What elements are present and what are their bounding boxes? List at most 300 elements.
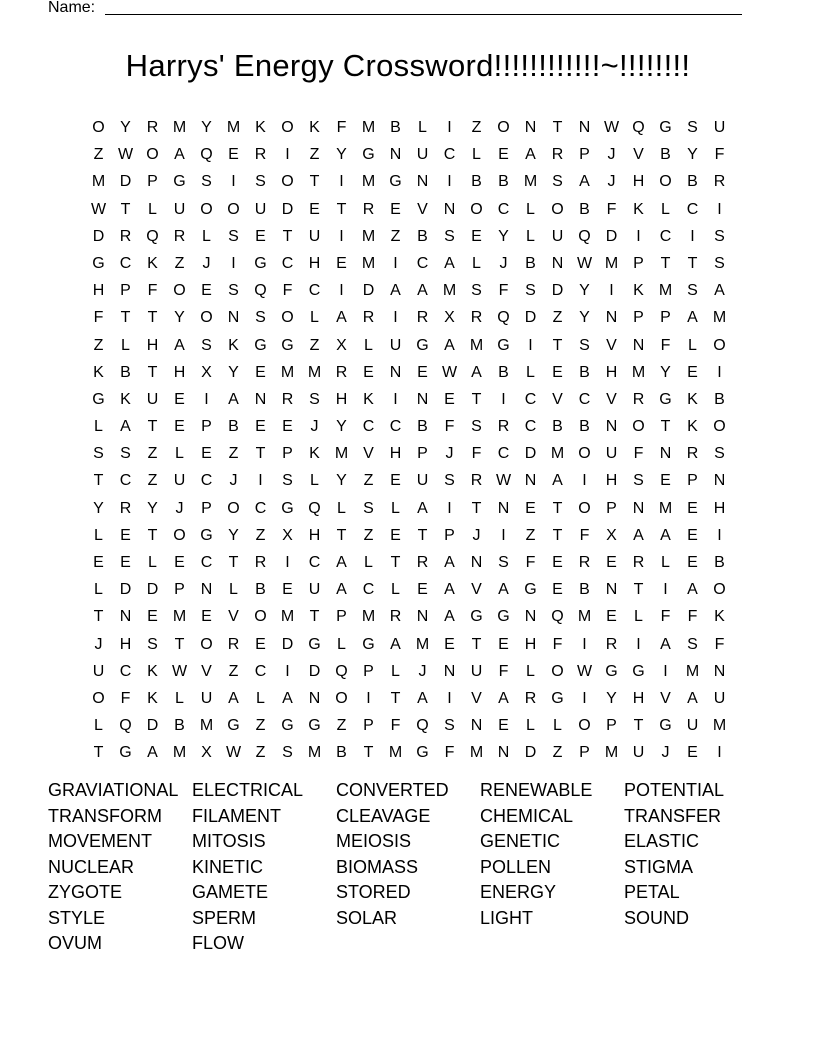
grid-letter: A <box>174 146 185 164</box>
grid-letter: E <box>336 254 347 272</box>
grid-letter: S <box>282 472 293 490</box>
grid-letter: A <box>444 608 455 626</box>
grid-letter: E <box>201 282 212 300</box>
grid-letter: G <box>659 119 672 136</box>
grid-letter: R <box>470 309 483 327</box>
grid-letter: E <box>255 418 266 436</box>
grid-letter: G <box>659 390 672 408</box>
grid-letter: F <box>606 200 617 218</box>
grid-letter: M <box>442 282 457 300</box>
grid-letter: Z <box>390 227 401 245</box>
grid-letter: G <box>389 173 402 191</box>
grid-letter: I <box>393 309 398 327</box>
grid-letter: E <box>498 146 509 164</box>
grid-letter: D <box>119 581 132 599</box>
grid-letter: I <box>717 363 722 381</box>
grid-letter: I <box>528 336 533 354</box>
grid-letter: N <box>713 662 726 680</box>
grid-letter: R <box>632 554 645 571</box>
grid-row <box>85 332 733 359</box>
grid-letter: Z <box>363 526 374 544</box>
grid-letter: B <box>255 581 266 599</box>
grid-letter: N <box>416 608 429 626</box>
grid-letter: A <box>336 309 347 327</box>
grid-letter: F <box>498 662 509 680</box>
grid-letter: Y <box>498 227 509 245</box>
grid-letter: N <box>578 119 591 136</box>
grid-letter: B <box>498 363 509 381</box>
grid-letter: R <box>146 119 159 136</box>
grid-letter: A <box>687 581 698 599</box>
grid-letter: D <box>524 309 537 327</box>
grid-letter: M <box>280 608 295 626</box>
page-title: Harrys' Energy Crossword!!!!!!!!!!!!~!!!!!!!! <box>125 48 691 83</box>
grid-row <box>85 277 733 304</box>
grid-letter: Q <box>632 119 645 136</box>
grid-letter: E <box>687 526 698 544</box>
grid-letter: O <box>659 173 672 191</box>
grid-letter: R <box>227 635 240 653</box>
grid-letter: N <box>416 390 429 408</box>
grid-letter: M <box>361 227 376 245</box>
grid-letter: R <box>713 173 726 191</box>
grid-letter: E <box>282 418 293 436</box>
grid-letter: N <box>389 363 402 381</box>
word-bank-item: CLEAVAGE <box>336 805 431 826</box>
grid-letter: L <box>310 472 319 490</box>
grid-letter: B <box>579 418 590 436</box>
grid-letter: U <box>389 336 402 354</box>
grid-row <box>85 440 733 467</box>
grid-letter: G <box>416 744 429 762</box>
grid-letter: Y <box>579 282 590 300</box>
grid-letter: A <box>120 418 131 436</box>
grid-letter: N <box>443 200 456 218</box>
grid-letter: T <box>552 499 563 517</box>
grid-letter: O <box>281 309 294 327</box>
grid-letter: S <box>120 445 131 463</box>
grid-letter: O <box>713 418 726 436</box>
grid-letter: I <box>690 227 695 245</box>
grid-letter: G <box>308 635 321 653</box>
grid-letter: L <box>391 662 400 680</box>
grid-letter: A <box>336 554 347 571</box>
grid-letter: A <box>174 336 185 354</box>
grid-letter: M <box>199 717 214 735</box>
grid-letter: A <box>147 744 158 762</box>
grid-letter: K <box>687 390 698 408</box>
grid-letter: Y <box>660 363 671 381</box>
grid-letter: T <box>93 608 104 626</box>
grid-letter: P <box>633 309 644 327</box>
grid-letter: G <box>308 717 321 735</box>
grid-letter: L <box>94 581 103 599</box>
grid-row <box>85 223 733 250</box>
grid-letter: C <box>281 254 294 272</box>
grid-letter: R <box>254 554 267 571</box>
grid-letter: S <box>687 119 698 136</box>
grid-letter: L <box>661 200 670 218</box>
grid-letter: Z <box>147 472 158 490</box>
grid-letter: O <box>578 445 591 463</box>
grid-letter: M <box>172 608 187 626</box>
grid-letter: K <box>363 390 374 408</box>
grid-letter: C <box>362 418 375 436</box>
grid-letter: K <box>633 282 644 300</box>
grid-letter: N <box>605 418 618 436</box>
grid-letter: D <box>92 227 105 245</box>
grid-letter: Y <box>93 499 104 517</box>
grid-letter: R <box>416 309 429 327</box>
grid-letter: H <box>605 472 618 490</box>
grid-letter: F <box>120 689 131 707</box>
grid-letter: O <box>227 200 240 218</box>
grid-letter: H <box>308 254 321 272</box>
grid-letter: T <box>363 744 374 762</box>
grid-letter: T <box>471 499 482 517</box>
grid-letter: E <box>174 554 185 571</box>
grid-letter: C <box>659 227 672 245</box>
grid-letter: G <box>362 146 375 164</box>
grid-letter: J <box>445 445 454 463</box>
grid-letter: I <box>582 635 587 653</box>
grid-letter: M <box>577 608 592 626</box>
grid-letter: C <box>308 554 321 571</box>
grid-letter: O <box>200 309 213 327</box>
grid-letter: B <box>120 363 131 381</box>
grid-letter: P <box>336 608 347 626</box>
grid-letter: O <box>578 499 591 517</box>
grid-letter: Y <box>201 119 212 136</box>
grid-letter: P <box>687 472 698 490</box>
grid-letter: I <box>393 254 398 272</box>
grid-letter: T <box>228 554 239 571</box>
grid-letter: C <box>389 418 402 436</box>
grid-letter: X <box>444 309 455 327</box>
grid-letter: R <box>362 200 375 218</box>
grid-letter: L <box>148 200 157 218</box>
grid-letter: N <box>659 445 672 463</box>
grid-letter: P <box>444 526 455 544</box>
grid-letter: Q <box>551 608 564 626</box>
grid-letter: T <box>687 254 698 272</box>
grid-letter: Z <box>309 336 320 354</box>
grid-letter: W <box>441 363 458 381</box>
grid-letter: C <box>497 445 510 463</box>
grid-letter: R <box>119 227 132 245</box>
grid-letter: K <box>147 689 158 707</box>
grid-letter: H <box>146 336 159 354</box>
grid-letter: I <box>393 390 398 408</box>
grid-letter: I <box>447 173 452 191</box>
grid-letter: S <box>633 472 644 490</box>
grid-letter: N <box>254 390 267 408</box>
grid-letter: L <box>94 717 103 735</box>
grid-letter: S <box>363 499 374 517</box>
grid-letter: T <box>120 309 131 327</box>
grid-letter: K <box>633 200 644 218</box>
grid-letter: I <box>285 662 290 680</box>
grid-letter: T <box>93 744 104 762</box>
grid-letter: G <box>362 635 375 653</box>
grid-letter: A <box>633 526 644 544</box>
grid-letter: G <box>632 662 645 680</box>
grid-letter: Z <box>255 717 266 735</box>
grid-letter: L <box>94 526 103 544</box>
grid-row <box>85 386 733 413</box>
word-bank <box>48 778 768 957</box>
grid-letter: B <box>687 173 698 191</box>
grid-letter: C <box>686 200 699 218</box>
grid-letter: A <box>228 390 239 408</box>
grid-letter: U <box>686 717 699 735</box>
grid-letter: O <box>713 336 726 354</box>
grid-letter: R <box>686 445 699 463</box>
grid-letter: H <box>524 635 537 653</box>
grid-letter: L <box>526 200 535 218</box>
grid-letter: I <box>447 119 452 136</box>
grid-letter: G <box>497 336 510 354</box>
word-bank-item: SOUND <box>624 907 690 928</box>
grid-letter: S <box>714 445 725 463</box>
grid-letter: F <box>552 635 563 653</box>
grid-letter: N <box>551 254 564 272</box>
grid-letter: S <box>444 227 455 245</box>
grid-row <box>85 576 733 603</box>
grid-letter: N <box>632 336 645 354</box>
grid-letter: I <box>582 689 587 707</box>
grid-letter: Y <box>228 526 239 544</box>
grid-letter: R <box>551 146 564 164</box>
grid-letter: F <box>282 282 293 300</box>
grid-letter: M <box>658 499 673 517</box>
grid-letter: C <box>200 472 213 490</box>
grid-letter: F <box>579 526 590 544</box>
grid-letter: T <box>552 336 563 354</box>
grid-letter: E <box>687 744 698 762</box>
grid-letter: F <box>660 608 671 626</box>
grid-letter: K <box>120 390 131 408</box>
grid-letter: S <box>93 445 104 463</box>
word-bank-item: ZYGOTE <box>48 882 123 902</box>
grid-letter: Q <box>335 662 348 680</box>
name-underline[interactable] <box>105 14 742 15</box>
grid-letter: P <box>363 717 374 735</box>
grid-letter: E <box>309 200 320 218</box>
grid-letter: E <box>147 608 158 626</box>
grid-row <box>85 495 733 522</box>
grid-letter: H <box>389 445 402 463</box>
grid-letter: Z <box>228 662 239 680</box>
grid-letter: M <box>91 173 106 191</box>
grid-letter: V <box>417 200 428 218</box>
grid-letter: T <box>282 227 293 245</box>
grid-letter: C <box>578 390 591 408</box>
grid-letter: Y <box>120 119 131 136</box>
grid-letter: P <box>660 309 671 327</box>
grid-letter: A <box>417 689 428 707</box>
grid-letter: Q <box>200 146 213 164</box>
grid-letter: B <box>174 717 185 735</box>
grid-letter: E <box>120 554 131 571</box>
grid-letter: B <box>714 554 725 571</box>
grid-letter: P <box>282 445 293 463</box>
grid-letter: L <box>364 336 373 354</box>
grid-letter: V <box>660 689 671 707</box>
grid-letter: I <box>447 689 452 707</box>
word-bank-item: LIGHT <box>480 907 534 928</box>
grid-row <box>85 658 733 685</box>
grid-letter: K <box>309 445 320 463</box>
grid-letter: R <box>497 418 510 436</box>
grid-letter: J <box>472 526 481 544</box>
grid-letter: P <box>579 744 590 762</box>
grid-letter: L <box>121 336 130 354</box>
word-bank-item: GENETIC <box>480 831 561 851</box>
grid-letter: A <box>471 363 482 381</box>
grid-letter: F <box>471 445 482 463</box>
grid-letter: I <box>609 282 614 300</box>
grid-letter: N <box>416 173 429 191</box>
word-bank-item: MOVEMENT <box>48 831 153 851</box>
grid-letter: I <box>204 390 209 408</box>
grid-letter: D <box>524 744 537 762</box>
grid-letter: L <box>94 418 103 436</box>
grid-letter: O <box>470 200 483 218</box>
grid-letter: A <box>282 689 293 707</box>
grid-letter: J <box>310 418 319 436</box>
grid-letter: X <box>201 744 212 762</box>
grid-letter: O <box>92 689 105 707</box>
grid-letter: D <box>119 173 132 191</box>
grid-letter: E <box>282 581 293 599</box>
grid-letter: D <box>281 200 294 218</box>
grid-letter: L <box>418 119 427 136</box>
grid-row <box>85 304 733 331</box>
grid-letter: I <box>663 581 668 599</box>
word-bank-item: TRANSFER <box>624 805 722 826</box>
grid-letter: I <box>258 472 263 490</box>
grid-letter: S <box>714 227 725 245</box>
grid-letter: I <box>663 662 668 680</box>
grid-letter: T <box>93 472 104 490</box>
grid-letter: O <box>227 499 240 517</box>
grid-letter: K <box>255 119 266 136</box>
grid-letter: X <box>282 526 293 544</box>
grid-letter: X <box>606 526 617 544</box>
grid-letter: Z <box>93 146 104 164</box>
grid-letter: A <box>336 581 347 599</box>
grid-letter: E <box>552 554 563 571</box>
grid-letter: M <box>361 173 376 191</box>
grid-letter: T <box>147 309 158 327</box>
grid-letter: M <box>712 309 727 327</box>
grid-letter: A <box>444 254 455 272</box>
word-bank-item: MEIOSIS <box>336 831 412 851</box>
grid-letter: L <box>634 608 643 626</box>
grid-letter: S <box>525 282 536 300</box>
grid-row <box>85 168 733 195</box>
grid-letter: M <box>280 363 295 381</box>
grid-letter: R <box>578 554 591 571</box>
grid-letter: T <box>390 554 401 571</box>
grid-letter: A <box>687 309 698 327</box>
grid-letter: R <box>632 390 645 408</box>
grid-letter: M <box>658 282 673 300</box>
grid-letter: H <box>713 499 726 517</box>
grid-letter: P <box>147 173 158 191</box>
grid-letter: S <box>444 472 455 490</box>
grid-letter: H <box>335 390 348 408</box>
grid-letter: N <box>497 744 510 762</box>
grid-letter: Z <box>525 526 536 544</box>
word-bank-item: SPERM <box>192 907 257 928</box>
grid-letter: H <box>308 526 321 544</box>
grid-letter: E <box>552 363 563 381</box>
grid-letter: B <box>228 418 239 436</box>
grid-letter: W <box>576 254 593 272</box>
grid-letter: Z <box>552 309 563 327</box>
grid-letter: F <box>687 608 698 626</box>
grid-letter: A <box>444 581 455 599</box>
grid-letter: A <box>417 499 428 517</box>
grid-letter: C <box>524 418 537 436</box>
grid-letter: N <box>605 309 618 327</box>
grid-letter: A <box>714 282 725 300</box>
grid-letter: I <box>339 282 344 300</box>
grid-row <box>85 196 733 223</box>
grid-letter: B <box>525 254 536 272</box>
grid-letter: E <box>390 200 401 218</box>
grid-letter: E <box>552 581 563 599</box>
grid-letter: R <box>605 635 618 653</box>
grid-letter: L <box>391 499 400 517</box>
grid-letter: O <box>632 418 645 436</box>
grid-letter: U <box>713 119 726 136</box>
grid-letter: D <box>281 635 294 653</box>
grid-letter: G <box>254 254 267 272</box>
grid-letter: A <box>390 282 401 300</box>
grid-letter: P <box>174 581 185 599</box>
grid-letter: S <box>687 635 698 653</box>
grid-letter: O <box>173 526 186 544</box>
grid-letter: P <box>201 418 212 436</box>
grid-letter: C <box>443 146 456 164</box>
grid-letter: I <box>339 227 344 245</box>
grid-letter: Y <box>228 363 239 381</box>
grid-letter: S <box>201 336 212 354</box>
grid-letter: B <box>660 146 671 164</box>
grid-letter: G <box>254 336 267 354</box>
grid-letter: T <box>309 173 320 191</box>
grid-letter: U <box>632 744 645 762</box>
grid-letter: E <box>444 635 455 653</box>
grid-letter: L <box>526 363 535 381</box>
grid-letter: S <box>498 554 509 571</box>
name-field[interactable] <box>48 0 748 19</box>
grid-letter: B <box>417 227 428 245</box>
grid-letter: H <box>632 689 645 707</box>
grid-letter: T <box>633 717 644 735</box>
grid-letter: N <box>227 309 240 327</box>
grid-letter: B <box>390 119 401 136</box>
grid-letter: P <box>417 445 428 463</box>
grid-letter: I <box>501 390 506 408</box>
grid-letter: W <box>576 662 593 680</box>
grid-letter: Y <box>147 499 158 517</box>
grid-letter: G <box>281 499 294 517</box>
grid-letter: L <box>472 146 481 164</box>
